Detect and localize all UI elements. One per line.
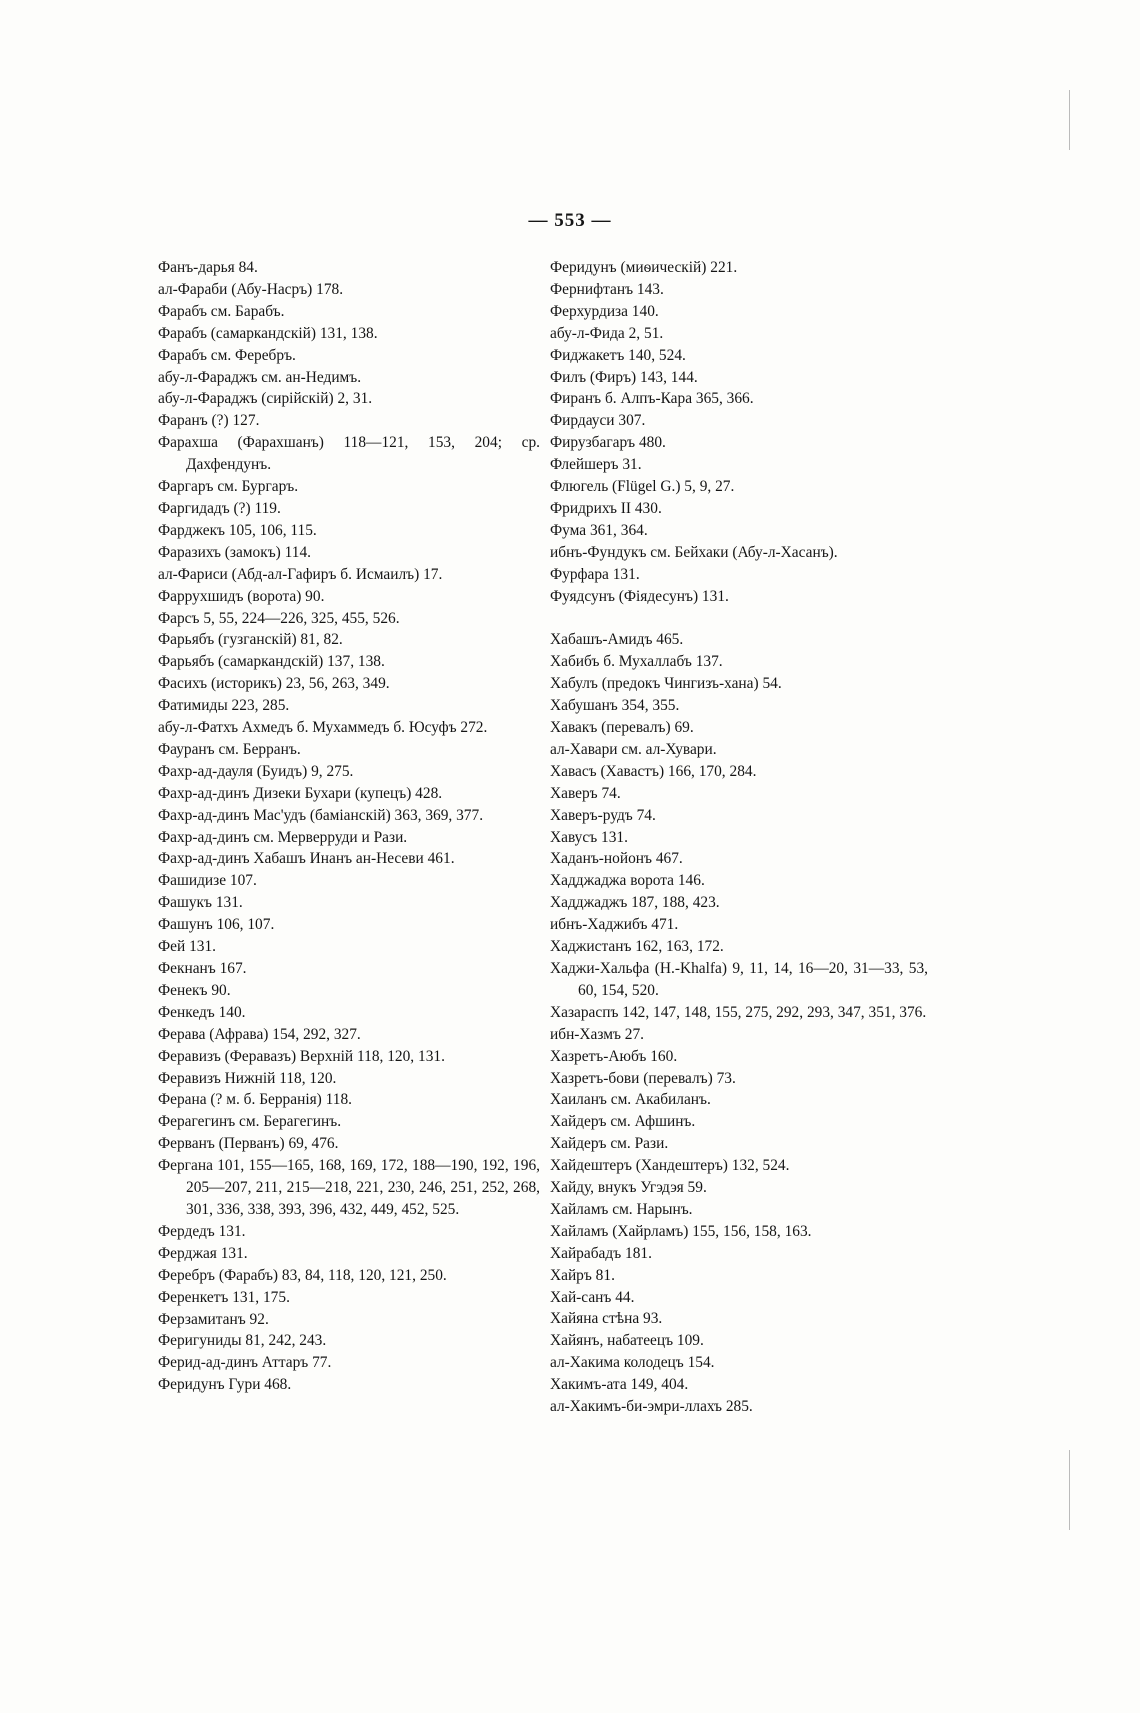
index-entry: Фашунъ 106, 107. — [158, 916, 275, 934]
index-entry — [550, 608, 928, 630]
index-entry: Ферзамитанъ 92. — [158, 1310, 269, 1328]
index-entry: Фахр-ад-динъ Дизеки Бухари (купецъ) 428. — [158, 784, 443, 802]
index-entry: Фатимиды 223, 285. — [158, 697, 290, 715]
index-entry: Фиджакетъ 140, 524. — [550, 346, 686, 364]
index-entry: ал-Хавари см. ал-Хувари. — [550, 740, 717, 758]
index-entry: Феравизъ (Феравазъ) Верхній 118, 120, 131. — [158, 1047, 445, 1065]
index-entry: Фердедъ 131. — [158, 1222, 246, 1240]
scan-edge-mark — [1069, 1450, 1070, 1530]
index-entry: Фарабъ см. Феребръ. — [158, 346, 296, 364]
index-entry: Хайламъ см. Нарынъ. — [550, 1200, 693, 1218]
index-entry: Фума 361, 364. — [550, 521, 648, 539]
index-entry: ал-Фараби (Абу-Насръ) 178. — [158, 280, 344, 298]
index-entry: Хаданъ-нойонъ 467. — [550, 850, 683, 868]
index-entry: Фенкедъ 140. — [158, 1003, 246, 1021]
index-entry: Хавусъ 131. — [550, 828, 628, 846]
index-entry: Фауранъ см. Берранъ. — [158, 740, 301, 758]
index-entry: Ферхурдиза 140. — [550, 302, 659, 320]
index-entry: ибнъ-Хаджибъ 471. — [550, 916, 679, 934]
index-entry: Фаранъ (?) 127. — [158, 412, 260, 430]
index-entry: Фекнанъ 167. — [158, 960, 247, 977]
index-column-right — [550, 257, 928, 1418]
index-entry: Хаверъ-рудъ 74. — [550, 806, 656, 824]
index-entry: Хайрабадъ 181. — [550, 1244, 652, 1262]
index-entry: Фиранъ б. Алпъ-Кара 365, 366. — [550, 390, 754, 408]
index-entry: Фасихъ (историкъ) 23, 56, 263, 349. — [158, 675, 390, 693]
index-entry: Хадджаджа ворота 146. — [550, 872, 705, 890]
index-entry: Хазретъ-бови (перевалъ) 73. — [550, 1069, 736, 1087]
index-entry: ал-Фариси (Абд-ал-Гафиръ б. Исмаилъ) 17. — [158, 565, 443, 583]
index-entry: Хайду, внукъ Угэдэя 59. — [550, 1179, 707, 1197]
index-entry: Хаджистанъ 162, 163, 172. — [550, 938, 724, 956]
index-entry: Фурфара 131. — [550, 565, 640, 583]
index-entry: Фергана 101, 155—165, 168, 169, 172, 188—190, 192, 196, 205—207, 211, 215—218, 221, 230, 246, 251, 252, 268, 301, 336, 338, 393, 396, 432, 449, 452, 525. — [158, 1157, 540, 1218]
index-entry: Хазретъ-Аюбъ 160. — [550, 1047, 678, 1065]
index-entry: Хайдештеръ (Хандештеръ) 132, 524. — [550, 1157, 790, 1175]
index-entry: Флюгель (Flügel G.) 5, 9, 27. — [550, 478, 735, 496]
index-entry: Фарьябъ (самаркандскій) 137, 138. — [158, 653, 385, 671]
index-entry: Феридунъ (миѳическій) 221. — [550, 259, 738, 276]
index-entry: Хай-санъ 44. — [550, 1288, 635, 1306]
index-entry: Хаиланъ см. Акабиланъ. — [550, 1091, 711, 1109]
index-entry: Хайръ 81. — [550, 1266, 615, 1284]
index-entry: Фуядсунъ (Фіядесунъ) 131. — [550, 587, 729, 605]
index-entry: Хадджаджъ 187, 188, 423. — [550, 894, 720, 912]
index-entry: Феребръ (Фарабъ) 83, 84, 118, 120, 121, 250. — [158, 1266, 447, 1284]
index-entry: Ферванъ (Перванъ) 69, 476. — [158, 1135, 339, 1153]
index-entry: Фаргидадъ (?) 119. — [158, 499, 281, 517]
index-entry: ибнъ-Фундукъ см. Бейхаки (Абу-л-Хасанъ). — [550, 543, 838, 561]
index-entry: Феравизъ Нижній 118, 120. — [158, 1069, 337, 1087]
index-entry: Фарахша (Фарахшанъ) 118—121, 153, 204; ср. Дахфендунъ. — [158, 434, 540, 474]
index-entry: Фахр-ад-динъ см. Мерверруди и Рази. — [158, 828, 408, 846]
index-entry: Хавакъ (перевалъ) 69. — [550, 719, 694, 737]
index-entry: Фенекъ 90. — [158, 981, 231, 999]
index-entry: Ферагегинъ см. Берагегинъ. — [158, 1113, 342, 1131]
index-entry: Фарджекъ 105, 106, 115. — [158, 521, 317, 539]
index-entry: Фридрихъ II 430. — [550, 499, 662, 517]
index-entry: Флейшеръ 31. — [550, 456, 642, 474]
index-entry: Ферана (? м. б. Берранія) 118. — [158, 1091, 353, 1109]
index-entry: Фаразихъ (замокъ) 114. — [158, 543, 311, 561]
index-entry: Филъ (Фиръ) 143, 144. — [550, 368, 698, 386]
index-entry: Феридунъ Гури 468. — [158, 1376, 292, 1394]
index-entry: Хабашъ-Амидъ 465. — [550, 631, 684, 649]
index-column-left — [158, 257, 540, 1396]
index-entry: ибн-Хазмъ 27. — [550, 1025, 645, 1043]
index-entry: ал-Хакима колодецъ 154. — [550, 1354, 715, 1372]
index-entry: Хавасъ (Хавастъ) 166, 170, 284. — [550, 762, 757, 780]
index-entry: Хакимъ-ата 149, 404. — [550, 1376, 689, 1394]
index-entry: Фернифтанъ 143. — [550, 280, 664, 298]
index-entry: Феригуниды 81, 242, 243. — [158, 1332, 327, 1350]
index-entry: Хабушанъ 354, 355. — [550, 697, 680, 715]
index-entry: Фаргаръ см. Бургаръ. — [158, 478, 299, 496]
index-entry: абу-л-Фатхъ Ахмедъ б. Мухаммедъ б. Юсуфъ 272. — [158, 719, 488, 737]
index-entry: Хабулъ (предокъ Чингизъ-хана) 54. — [550, 675, 782, 693]
index-entry: Фанъ-дарья 84. — [158, 259, 258, 276]
index-entry: Хабибъ б. Мухаллабъ 137. — [550, 653, 723, 671]
index-entry: Хайяна стѣна 93. — [550, 1310, 663, 1328]
index-entry: Хайламъ (Хайрламъ) 155, 156, 158, 163. — [550, 1222, 812, 1240]
index-entry: Хаджи-Хальфа (H.-Khalfa) 9, 11, 14, 16—20, 31—33, 53, 60, 154, 520. — [550, 959, 928, 999]
index-entry: абу-л-Фараджъ (сирійскій) 2, 31. — [158, 390, 373, 408]
index-entry: Хайдеръ см. Рази. — [550, 1135, 669, 1153]
index-entry: Ференкетъ 131, 175. — [158, 1288, 290, 1306]
index-entry: Фей 131. — [158, 938, 217, 956]
page-number: — 553 — — [528, 210, 612, 231]
index-entry: Хаверъ 74. — [550, 784, 621, 802]
index-entry: Фирузбагаръ 480. — [550, 434, 666, 452]
index-entry: Фахр-ад-динъ Хабашъ Инанъ ан-Несеви 461. — [158, 850, 455, 868]
index-entry: ал-Хакимъ-би-эмри-ллахъ 285. — [550, 1398, 753, 1416]
index-entry: Фарьябъ (гузганскій) 81, 82. — [158, 631, 343, 649]
index-entry: Фарсъ 5, 55, 224—226, 325, 455, 526. — [158, 609, 400, 627]
index-entry: Фашукъ 131. — [158, 894, 243, 912]
index-entry: Хайянъ, набатеецъ 109. — [550, 1332, 704, 1350]
index-entry: абу-л-Фида 2, 51. — [550, 324, 664, 342]
index-entry: Хазараспъ 142, 147, 148, 155, 275, 292, 293, 347, 351, 376. — [550, 1003, 927, 1021]
index-entry: Хайдеръ см. Афшинъ. — [550, 1113, 696, 1131]
index-entry: Фахр-ад-динъ Мас'удъ (баміанскій) 363, 369, 377. — [158, 806, 484, 824]
index-entry: Фарабъ см. Барабъ. — [158, 302, 285, 320]
scan-edge-mark — [1069, 90, 1070, 150]
index-entry: Фахр-ад-дауля (Буидъ) 9, 275. — [158, 762, 354, 780]
index-entry: Ферава (Афрава) 154, 292, 327. — [158, 1025, 361, 1043]
index-entry: абу-л-Фараджъ см. ан-Недимъ. — [158, 368, 362, 386]
index-entry: Фирдауси 307. — [550, 412, 646, 430]
index-entry: Фашидизе 107. — [158, 872, 257, 890]
index-entry: Ферджая 131. — [158, 1244, 248, 1262]
index-entry: Фарабъ (самаркандскій) 131, 138. — [158, 324, 378, 342]
index-entry: Фаррухшидъ (ворота) 90. — [158, 587, 325, 605]
index-entry: Ферид-ад-динъ Аттаръ 77. — [158, 1354, 332, 1372]
